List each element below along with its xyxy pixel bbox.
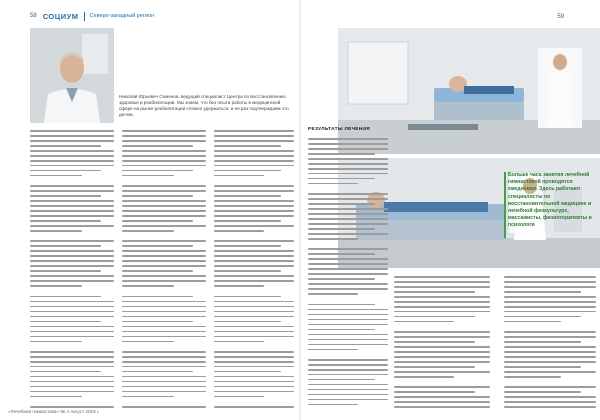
text-line-placeholder [214, 280, 294, 282]
text-line-placeholder [122, 341, 174, 343]
green-callout: Больше часа занятия лечебной гимнастикой проводятся ежедневно. Здесь работают специалисты по восстановительной медицине и лечебной физкультуре, массажисты, физиотерапевты и психологи [508, 172, 592, 229]
text-line-placeholder [308, 168, 388, 170]
text-line-placeholder [214, 185, 294, 187]
text-line-placeholder [214, 140, 294, 142]
text-line-placeholder [394, 321, 454, 323]
text-line-placeholder [504, 381, 596, 383]
text-line-placeholder [504, 326, 596, 328]
portrait-photo [30, 28, 114, 123]
text-line-placeholder [30, 230, 82, 232]
text-line-placeholder [30, 391, 114, 393]
text-line-placeholder [394, 301, 490, 303]
running-header [30, 8, 154, 24]
page-footer: «Лечебная гимнастика» № 4 Август 2018 г. [8, 409, 100, 414]
text-line-placeholder [308, 288, 388, 290]
text-line-placeholder [308, 148, 388, 150]
text-line-placeholder [122, 200, 206, 202]
text-line-placeholder [504, 351, 596, 353]
text-line-placeholder [214, 195, 281, 197]
text-line-placeholder [214, 270, 281, 272]
text-line-placeholder [394, 376, 454, 378]
text-line-placeholder [504, 371, 596, 373]
text-line-placeholder [394, 356, 490, 358]
text-line-placeholder [308, 389, 388, 391]
text-line-placeholder [122, 275, 206, 277]
text-line-placeholder [122, 195, 193, 197]
text-line-placeholder [214, 230, 264, 232]
text-line-placeholder [214, 130, 294, 132]
text-line-placeholder [214, 215, 294, 217]
text-line-placeholder [308, 334, 388, 336]
text-line-placeholder [214, 165, 294, 167]
portrait-icon [30, 28, 114, 123]
text-line-placeholder [30, 296, 101, 298]
text-line-placeholder [308, 409, 388, 411]
text-line-placeholder [30, 260, 114, 262]
text-line-placeholder [214, 155, 294, 157]
text-line-placeholder [214, 275, 294, 277]
text-line-placeholder [308, 243, 388, 245]
text-line-placeholder [214, 260, 294, 262]
text-line-placeholder [122, 391, 206, 393]
text-line-placeholder [504, 376, 561, 378]
text-line-placeholder [214, 386, 294, 388]
text-line-placeholder [394, 291, 475, 293]
text-line-placeholder [30, 381, 114, 383]
text-line-placeholder [308, 339, 388, 341]
text-line-placeholder [122, 215, 206, 217]
text-line-placeholder [122, 130, 206, 132]
text-line-placeholder [308, 314, 388, 316]
text-line-placeholder [394, 366, 475, 368]
text-line-placeholder [504, 356, 596, 358]
page-gutter [299, 0, 301, 420]
text-line-placeholder [214, 371, 281, 373]
left-page-number: 58 [30, 13, 37, 19]
text-line-placeholder [308, 138, 388, 140]
article-column-5 [394, 276, 490, 411]
article-column-1 [30, 130, 114, 411]
text-line-placeholder [504, 281, 596, 283]
text-line-placeholder [122, 260, 206, 262]
text-line-placeholder [122, 160, 206, 162]
text-line-placeholder [308, 273, 388, 275]
text-line-placeholder [30, 406, 114, 408]
text-line-placeholder [122, 205, 206, 207]
text-line-placeholder [214, 316, 294, 318]
text-line-placeholder [394, 276, 490, 278]
text-line-placeholder [214, 135, 294, 137]
text-line-placeholder [214, 401, 294, 403]
text-line-placeholder [504, 316, 581, 318]
text-line-placeholder [214, 356, 294, 358]
text-line-placeholder [122, 185, 206, 187]
text-line-placeholder [30, 401, 114, 403]
text-line-placeholder [30, 145, 101, 147]
text-line-placeholder [30, 200, 114, 202]
text-line-placeholder [30, 366, 114, 368]
text-line-placeholder [122, 140, 206, 142]
text-line-placeholder [504, 311, 596, 313]
text-line-placeholder [30, 235, 114, 237]
text-line-placeholder [30, 311, 114, 313]
text-line-placeholder [122, 316, 206, 318]
text-line-placeholder [214, 336, 294, 338]
text-line-placeholder [30, 361, 114, 363]
text-line-placeholder [214, 190, 294, 192]
text-line-placeholder [504, 296, 596, 298]
text-line-placeholder [214, 396, 264, 398]
text-line-placeholder [308, 163, 388, 165]
text-line-placeholder [394, 331, 490, 333]
text-line-placeholder [308, 223, 388, 225]
text-line-placeholder [214, 205, 294, 207]
text-line-placeholder [30, 155, 114, 157]
text-line-placeholder [122, 255, 206, 257]
text-line-placeholder [30, 326, 114, 328]
text-line-placeholder [122, 326, 206, 328]
text-line-placeholder [214, 366, 294, 368]
text-line-placeholder [308, 344, 388, 346]
text-line-placeholder [504, 341, 581, 343]
article-column-3 [214, 130, 294, 411]
text-line-placeholder [214, 331, 294, 333]
text-line-placeholder [122, 170, 193, 172]
text-line-placeholder [214, 175, 264, 177]
text-line-placeholder [122, 306, 206, 308]
text-line-placeholder [30, 280, 114, 282]
text-line-placeholder [214, 381, 294, 383]
text-line-placeholder [308, 404, 358, 406]
text-line-placeholder [122, 220, 193, 222]
text-line-placeholder [394, 386, 490, 388]
text-line-placeholder [122, 155, 206, 157]
text-line-placeholder [214, 285, 264, 287]
text-line-placeholder [308, 143, 388, 145]
text-line-placeholder [308, 188, 388, 190]
text-line-placeholder [394, 281, 490, 283]
text-line-placeholder [214, 265, 294, 267]
text-line-placeholder [122, 376, 206, 378]
text-line-placeholder [30, 180, 114, 182]
text-line-placeholder [308, 253, 375, 255]
text-line-placeholder [504, 291, 581, 293]
text-line-placeholder [308, 374, 388, 376]
text-line-placeholder [30, 376, 114, 378]
text-line-placeholder [30, 135, 114, 137]
text-line-placeholder [394, 371, 490, 373]
text-line-placeholder [122, 311, 206, 313]
text-line-placeholder [394, 286, 490, 288]
text-line-placeholder [122, 356, 206, 358]
text-line-placeholder [122, 301, 206, 303]
text-line-placeholder [30, 130, 114, 132]
section-name: СОЦИУМ [42, 11, 79, 21]
text-line-placeholder [214, 250, 294, 252]
text-line-placeholder [214, 255, 294, 257]
text-line-placeholder [122, 290, 206, 292]
text-line-placeholder [122, 285, 174, 287]
text-line-placeholder [122, 165, 206, 167]
text-line-placeholder [30, 240, 114, 242]
text-line-placeholder [122, 265, 206, 267]
text-line-placeholder [394, 346, 490, 348]
article-column-4 [308, 138, 388, 414]
text-line-placeholder [308, 173, 388, 175]
text-line-placeholder [214, 296, 281, 298]
text-line-placeholder [394, 391, 475, 393]
text-line-placeholder [308, 379, 375, 381]
text-line-placeholder [504, 306, 596, 308]
text-line-placeholder [504, 331, 596, 333]
article-column-6 [504, 276, 596, 411]
text-line-placeholder [394, 361, 490, 363]
text-line-placeholder [30, 371, 101, 373]
text-line-placeholder [504, 401, 596, 403]
text-line-placeholder [30, 275, 114, 277]
text-line-placeholder [214, 150, 294, 152]
text-line-placeholder [308, 208, 388, 210]
text-line-placeholder [308, 183, 358, 185]
text-line-placeholder [504, 286, 596, 288]
text-line-placeholder [30, 215, 114, 217]
text-line-placeholder [122, 145, 193, 147]
text-line-placeholder [30, 150, 114, 152]
text-line-placeholder [30, 195, 101, 197]
text-line-placeholder [504, 396, 596, 398]
text-line-placeholder [308, 369, 388, 371]
callout-bar [504, 172, 506, 238]
text-line-placeholder [30, 301, 114, 303]
text-line-placeholder [308, 153, 375, 155]
text-line-placeholder [308, 298, 388, 300]
text-line-placeholder [122, 240, 206, 242]
text-line-placeholder [122, 336, 206, 338]
text-line-placeholder [30, 346, 114, 348]
text-line-placeholder [308, 319, 388, 321]
article-column-2 [122, 130, 206, 411]
text-line-placeholder [214, 220, 281, 222]
text-line-placeholder [122, 235, 206, 237]
text-line-placeholder [394, 296, 490, 298]
text-line-placeholder [30, 270, 101, 272]
text-line-placeholder [30, 175, 82, 177]
text-line-placeholder [122, 280, 206, 282]
text-line-placeholder [308, 198, 388, 200]
text-line-placeholder [214, 326, 294, 328]
text-line-placeholder [122, 406, 206, 408]
text-line-placeholder [308, 178, 375, 180]
text-line-placeholder [308, 218, 388, 220]
text-line-placeholder [308, 268, 388, 270]
text-line-placeholder [308, 309, 388, 311]
text-line-placeholder [30, 265, 114, 267]
text-line-placeholder [214, 311, 294, 313]
text-line-placeholder [308, 293, 358, 295]
text-line-placeholder [214, 391, 294, 393]
text-line-placeholder [122, 351, 206, 353]
text-line-placeholder [308, 193, 388, 195]
text-line-placeholder [214, 245, 281, 247]
text-line-placeholder [122, 366, 206, 368]
text-line-placeholder [308, 213, 388, 215]
text-line-placeholder [308, 394, 388, 396]
text-line-placeholder [308, 354, 388, 356]
text-line-placeholder [30, 160, 114, 162]
text-line-placeholder [394, 306, 490, 308]
text-line-placeholder [504, 336, 596, 338]
text-line-placeholder [122, 331, 206, 333]
text-line-placeholder [122, 150, 206, 152]
text-line-placeholder [122, 296, 193, 298]
text-line-placeholder [394, 326, 490, 328]
text-line-placeholder [308, 364, 388, 366]
text-line-placeholder [214, 145, 281, 147]
text-line-placeholder [394, 351, 490, 353]
text-line-placeholder [214, 170, 281, 172]
text-line-placeholder [394, 396, 490, 398]
text-line-placeholder [504, 366, 581, 368]
section-subheading: РЕЗУЛЬТАТЫ ЛЕЧЕНИЯ [308, 127, 371, 132]
section-subtitle: Северо-западный регион [89, 13, 155, 19]
text-line-placeholder [504, 301, 596, 303]
text-line-placeholder [122, 190, 206, 192]
text-line-placeholder [30, 185, 114, 187]
text-line-placeholder [30, 285, 82, 287]
text-line-placeholder [30, 220, 101, 222]
text-line-placeholder [122, 401, 206, 403]
text-line-placeholder [122, 321, 193, 323]
text-line-placeholder [308, 263, 388, 265]
text-line-placeholder [214, 301, 294, 303]
text-line-placeholder [30, 205, 114, 207]
text-line-placeholder [308, 158, 388, 160]
text-line-placeholder [214, 210, 294, 212]
text-line-placeholder [122, 270, 193, 272]
text-line-placeholder [30, 331, 114, 333]
text-line-placeholder [30, 190, 114, 192]
text-line-placeholder [308, 359, 388, 361]
text-line-placeholder [30, 170, 101, 172]
text-line-placeholder [394, 336, 490, 338]
text-line-placeholder [308, 203, 375, 205]
text-line-placeholder [30, 165, 114, 167]
text-line-placeholder [308, 329, 375, 331]
text-line-placeholder [214, 406, 294, 408]
text-line-placeholder [30, 341, 82, 343]
text-line-placeholder [122, 250, 206, 252]
text-line-placeholder [308, 304, 375, 306]
text-line-placeholder [214, 235, 294, 237]
text-line-placeholder [122, 135, 206, 137]
text-line-placeholder [394, 401, 490, 403]
text-line-placeholder [504, 321, 561, 323]
text-line-placeholder [308, 278, 375, 280]
text-line-placeholder [30, 306, 114, 308]
text-line-placeholder [122, 175, 174, 177]
text-line-placeholder [308, 384, 388, 386]
exercise-room-photo [338, 28, 600, 154]
text-line-placeholder [308, 283, 388, 285]
text-line-placeholder [308, 228, 375, 230]
text-line-placeholder [504, 406, 596, 408]
text-line-placeholder [214, 200, 294, 202]
text-line-placeholder [308, 233, 388, 235]
text-line-placeholder [214, 306, 294, 308]
text-line-placeholder [214, 351, 294, 353]
text-line-placeholder [214, 240, 294, 242]
text-line-placeholder [214, 346, 294, 348]
text-line-placeholder [30, 356, 114, 358]
text-line-placeholder [30, 225, 114, 227]
text-line-placeholder [394, 381, 490, 383]
text-line-placeholder [214, 341, 264, 343]
text-line-placeholder [122, 245, 193, 247]
text-line-placeholder [122, 386, 206, 388]
text-line-placeholder [30, 250, 114, 252]
text-line-placeholder [308, 258, 388, 260]
right-page-number: 59 [557, 14, 564, 20]
text-line-placeholder [122, 361, 206, 363]
text-line-placeholder [122, 371, 193, 373]
text-line-placeholder [30, 140, 114, 142]
text-line-placeholder [30, 351, 114, 353]
text-line-placeholder [308, 399, 388, 401]
text-line-placeholder [308, 248, 388, 250]
text-line-placeholder [122, 381, 206, 383]
text-line-placeholder [122, 396, 174, 398]
text-line-placeholder [30, 255, 114, 257]
text-line-placeholder [308, 238, 358, 240]
text-line-placeholder [504, 361, 596, 363]
exercise-room-icon [338, 28, 600, 154]
text-line-placeholder [308, 324, 388, 326]
text-line-placeholder [30, 321, 101, 323]
text-line-placeholder [30, 386, 114, 388]
text-line-placeholder [30, 336, 114, 338]
text-line-placeholder [30, 316, 114, 318]
text-line-placeholder [504, 276, 596, 278]
text-line-placeholder [122, 180, 206, 182]
text-line-placeholder [30, 290, 114, 292]
text-line-placeholder [214, 225, 294, 227]
text-line-placeholder [214, 376, 294, 378]
text-line-placeholder [504, 346, 596, 348]
text-line-placeholder [394, 311, 490, 313]
text-line-placeholder [30, 245, 101, 247]
photo-caption: Николай Юрьевич Семенов, ведущий специалист Центра по восстановлению здоровья и реабилитации. Мы знаем, что без опыта работы в медицинской сфере на рынке реабилитации сложно удержаться, и не раз подтверждаем это делом. [119, 94, 289, 117]
text-line-placeholder [214, 361, 294, 363]
text-line-placeholder [122, 230, 174, 232]
text-line-placeholder [214, 290, 294, 292]
text-line-placeholder [214, 160, 294, 162]
text-line-placeholder [214, 180, 294, 182]
text-line-placeholder [308, 349, 358, 351]
text-line-placeholder [30, 210, 114, 212]
text-line-placeholder [122, 210, 206, 212]
text-line-placeholder [214, 321, 281, 323]
text-line-placeholder [30, 396, 82, 398]
section-separator [84, 12, 85, 21]
text-line-placeholder [504, 386, 596, 388]
text-line-placeholder [504, 391, 581, 393]
text-line-placeholder [394, 406, 490, 408]
text-line-placeholder [122, 346, 206, 348]
text-line-placeholder [394, 316, 475, 318]
text-line-placeholder [122, 225, 206, 227]
text-line-placeholder [394, 341, 475, 343]
